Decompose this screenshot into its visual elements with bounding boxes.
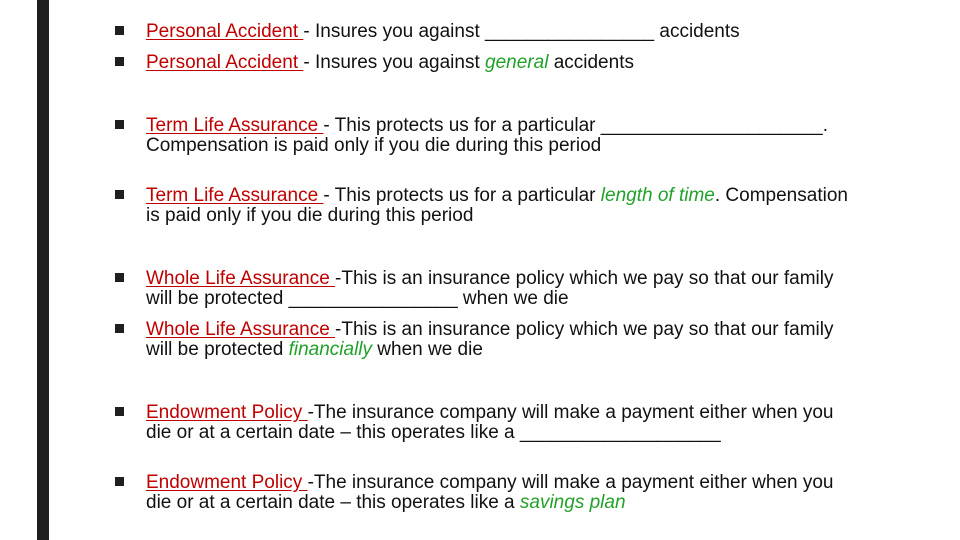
definition-end: accidents [548, 52, 634, 73]
definition-end: accidents [654, 21, 740, 42]
definition-text: - Insures you against [303, 52, 486, 73]
square-bullet-icon [115, 120, 124, 129]
bullet-text [146, 403, 851, 443]
square-bullet-icon [115, 324, 124, 333]
blank-line: ___________________ [519, 422, 721, 443]
answer-word: financially [288, 339, 373, 360]
term-label: Endowment Policy [146, 402, 308, 423]
bullet-text [146, 186, 851, 226]
square-bullet-icon [115, 477, 124, 486]
answer-word: length of time [600, 185, 715, 206]
bullet-text [146, 269, 851, 309]
answer-word: savings plan [519, 492, 626, 513]
term-label: Endowment Policy [146, 472, 308, 493]
definition-end: when we die [457, 288, 569, 309]
definition-text: -The insurance company will make a payment either when you die or at a certain date – this operates like a [146, 472, 834, 513]
square-bullet-icon [115, 26, 124, 35]
square-bullet-icon [115, 407, 124, 416]
definition-text: - This protects us for a particular [323, 115, 601, 136]
bullet-text [146, 473, 851, 513]
side-accent-bar [37, 0, 49, 540]
square-bullet-icon [115, 190, 124, 199]
answer-word: general [485, 52, 549, 73]
definition-text: - This protects us for a particular [323, 185, 601, 206]
bullet-text [146, 53, 851, 73]
term-label: Personal Accident [146, 21, 304, 42]
term-label: Term Life Assurance [146, 115, 324, 136]
definition-text: -This is an insurance policy which we pay so that our family will be protected [146, 319, 834, 360]
square-bullet-icon [115, 273, 124, 282]
definition-end: . Compensation is paid only if you die during this period [146, 185, 848, 226]
blank-line: _____________________ [600, 115, 823, 136]
definition-text: -This is an insurance policy which we pay so that our family will be protected [146, 268, 834, 309]
definition-text: -The insurance company will make a payment either when you die or at a certain date – this operates like a [146, 402, 834, 443]
blank-line: ________________ [288, 288, 458, 309]
term-label: Whole Life Assurance [146, 319, 336, 340]
definition-end: . Compensation is paid only if you die during this period [146, 115, 828, 156]
bullet-text [146, 320, 851, 360]
bullet-text [146, 22, 851, 42]
bullet-text [146, 116, 851, 156]
definition-end: when we die [372, 339, 483, 360]
term-label: Whole Life Assurance [146, 268, 336, 289]
term-label: Term Life Assurance [146, 185, 324, 206]
term-label: Personal Accident [146, 52, 304, 73]
square-bullet-icon [115, 57, 124, 66]
blank-line: ________________ [485, 21, 655, 42]
definition-text: - Insures you against [303, 21, 486, 42]
